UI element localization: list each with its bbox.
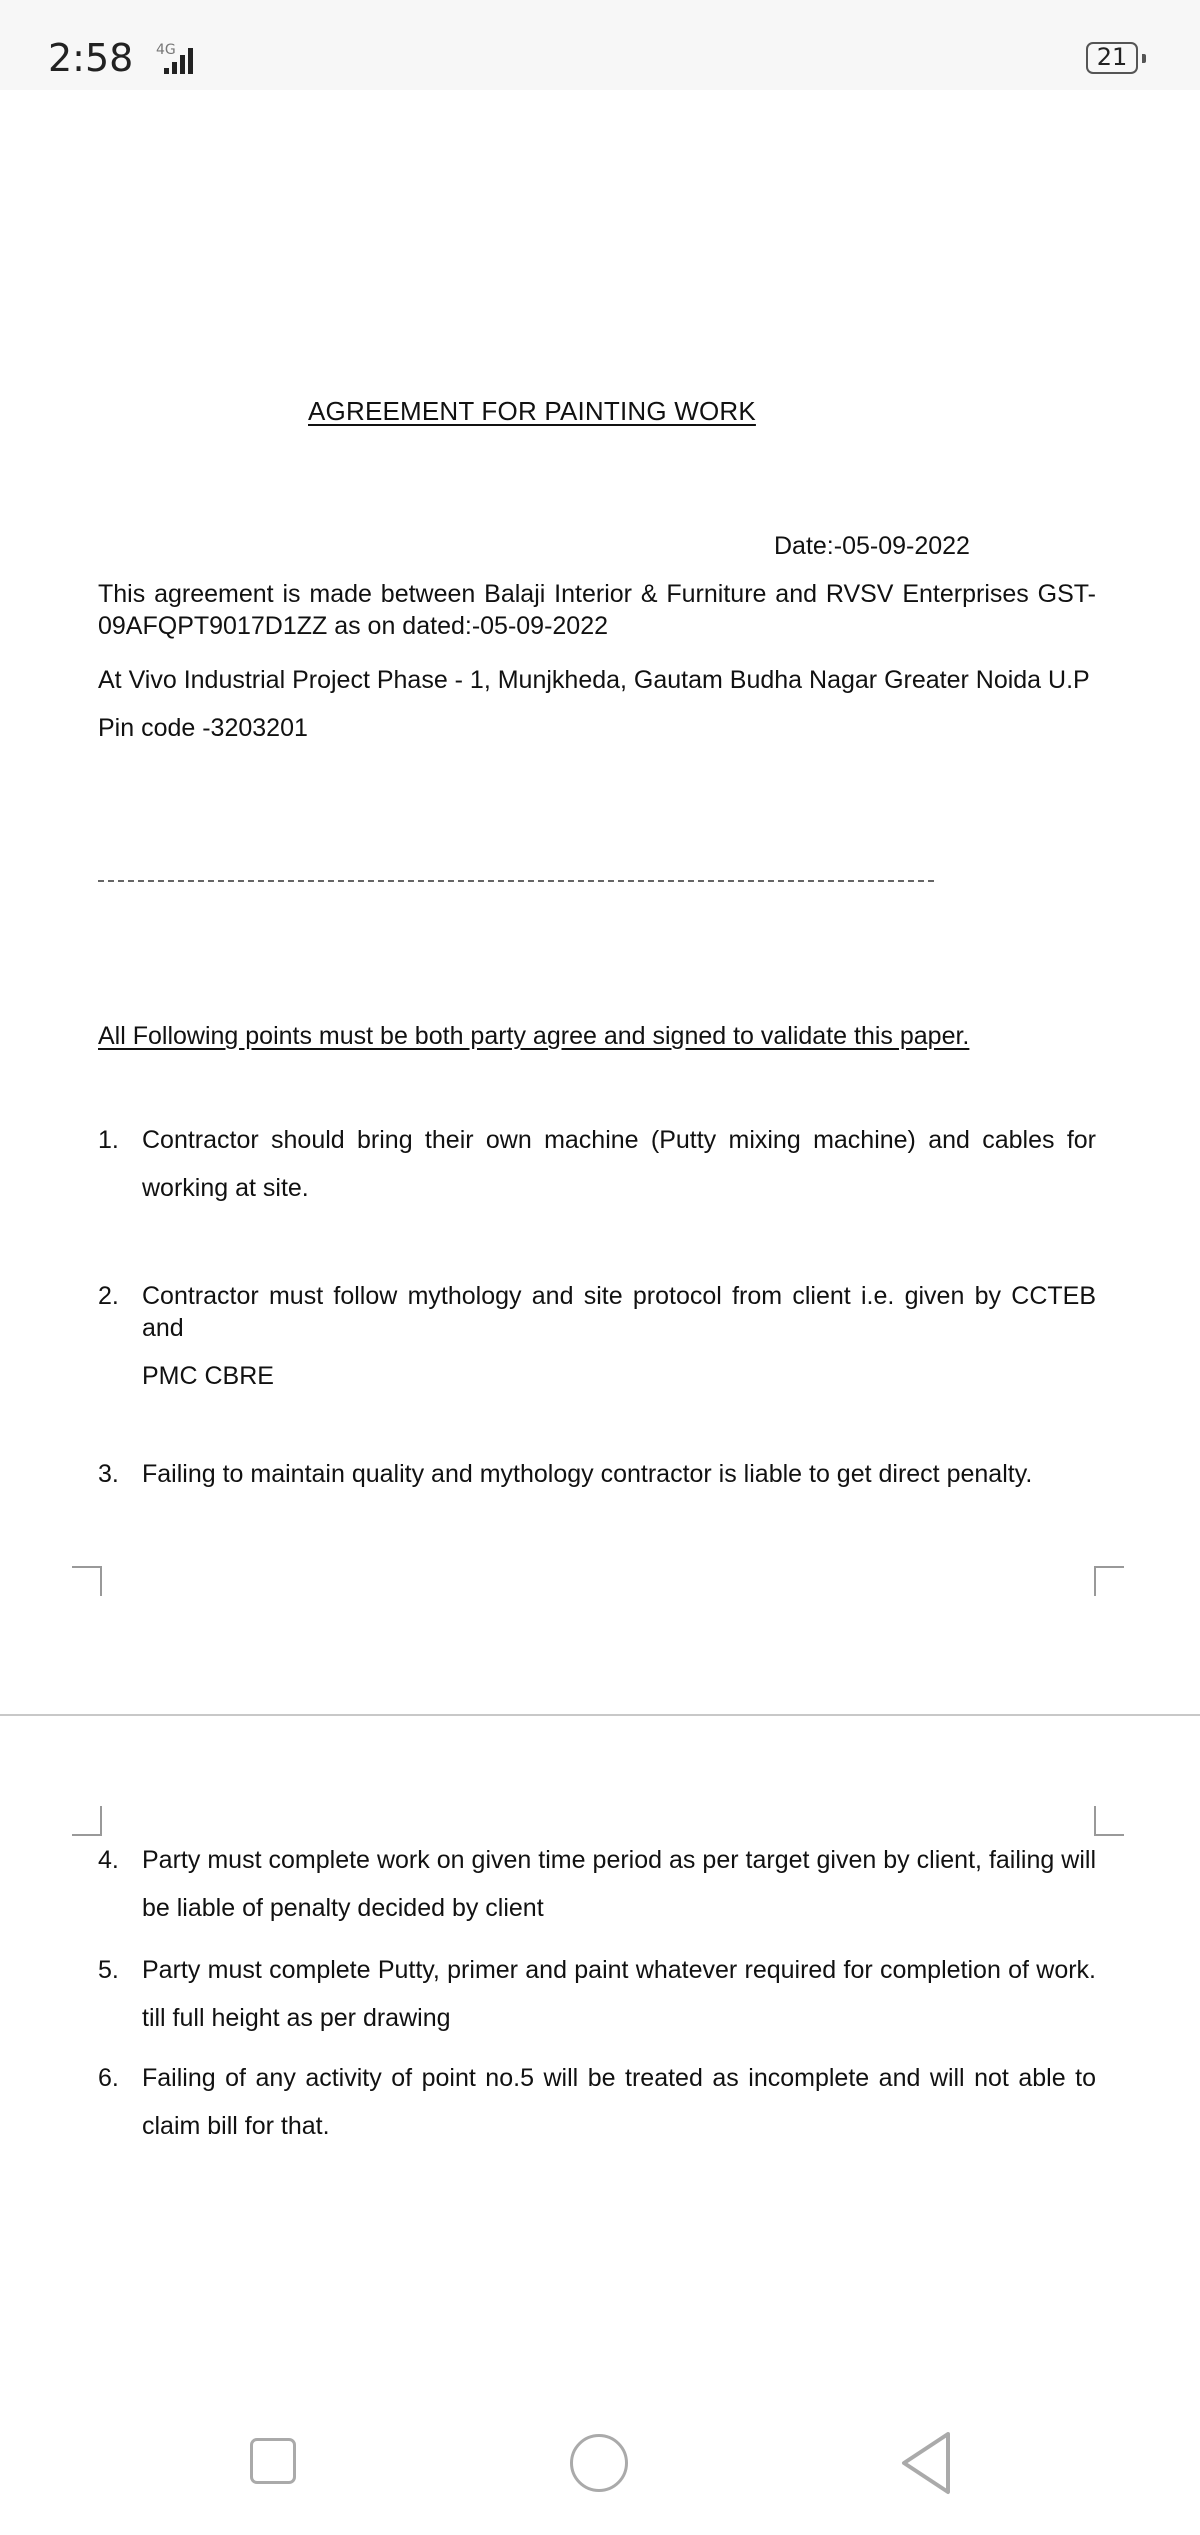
network-type-label: 4G bbox=[156, 42, 176, 58]
document-title: AGREEMENT FOR PAINTING WORK bbox=[308, 396, 756, 426]
document-date: Date:-05-09-2022 bbox=[774, 532, 970, 560]
agreement-intro: This agreement is made between Balaji Interior & Furniture and RVSV Enterprises GST-09AFQPT9017D1ZZ as on dated:-05-09-2022 bbox=[98, 580, 1096, 640]
point-text: Failing of any activity of point no.5 will be treated as incomplete and will not able to claim bill for that. bbox=[142, 2064, 1096, 2140]
point-text: Failing to maintain quality and mythology contractor is liable to get direct penalty. bbox=[142, 1460, 1033, 1488]
points-subheading: All Following points must be both party agree and signed to validate this paper. bbox=[98, 1022, 970, 1050]
status-time: 2:58 bbox=[48, 36, 134, 80]
scan-corner-bottom-right bbox=[1094, 1806, 1124, 1836]
point-number: 5. bbox=[98, 1956, 119, 1984]
point-number: 3. bbox=[98, 1460, 119, 1488]
status-bar bbox=[0, 0, 1200, 90]
point-text-extra: PMC CBRE bbox=[142, 1362, 274, 1390]
scan-corner-top-left bbox=[72, 1566, 102, 1596]
point-number: 1. bbox=[98, 1126, 119, 1154]
scan-corner-bottom-left bbox=[72, 1806, 102, 1836]
point-number: 4. bbox=[98, 1846, 119, 1874]
point-number: 2. bbox=[98, 1282, 119, 1310]
point-text: Party must complete work on given time period as per target given by client, failing will be liable of penalty decided by client bbox=[142, 1846, 1096, 1922]
circle-home-icon[interactable] bbox=[570, 2434, 628, 2492]
site-address: At Vivo Industrial Project Phase - 1, Munjkheda, Gautam Budha Nagar Greater Noida U.P Pin code -3203201 bbox=[98, 666, 1090, 742]
point-text: Contractor must follow mythology and site protocol from client i.e. given by CCTEB and bbox=[142, 1282, 1096, 1342]
scan-corner-top-right bbox=[1094, 1566, 1124, 1596]
point-number: 6. bbox=[98, 2064, 119, 2092]
battery-icon: 21 bbox=[1086, 42, 1138, 74]
square-recents-icon[interactable] bbox=[250, 2438, 296, 2484]
battery-tip bbox=[1142, 54, 1146, 63]
triangle-back-icon[interactable] bbox=[896, 2428, 956, 2498]
dashed-separator bbox=[98, 880, 934, 882]
page-divider bbox=[0, 1714, 1200, 1716]
point-text: Party must complete Putty, primer and paint whatever required for completion of work. till full height as per drawing bbox=[142, 1956, 1096, 2032]
signal-strength-icon bbox=[160, 46, 200, 74]
point-text: Contractor should bring their own machine (Putty mixing machine) and cables for working at site. bbox=[142, 1126, 1096, 1202]
